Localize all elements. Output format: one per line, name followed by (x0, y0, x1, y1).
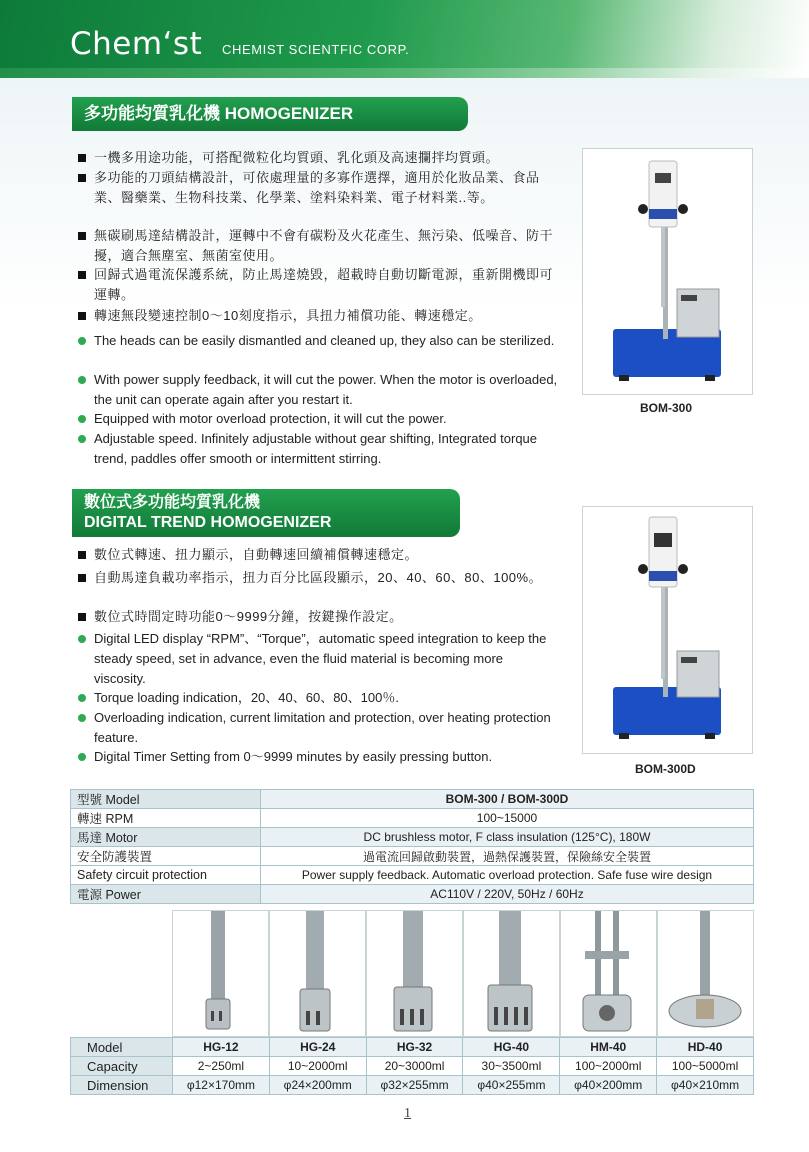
model-cell: HG-24 (269, 1038, 366, 1057)
spec-table (70, 789, 754, 904)
head-image-hd-40 (657, 910, 754, 1037)
capacity-cell: 30~3500ml (463, 1057, 560, 1076)
section2-title-en: DIGITAL TREND HOMOGENIZER (84, 514, 332, 531)
circle-bullet-icon (78, 337, 86, 345)
capacity-cell: 100~5000ml (657, 1057, 754, 1076)
circle-bullet-icon (78, 635, 86, 643)
table-row (71, 1076, 754, 1095)
dispersing-heads-gallery (172, 910, 754, 1037)
row-label: Model (71, 1038, 173, 1057)
product-caption-bom-300: BOM-300 (640, 401, 693, 415)
homogenizer-illustration (583, 149, 752, 394)
s1-en-bullet-2: With power supply feedback, it will cut the power. When the motor is overloaded, the unit can operate again after you restart it. (78, 370, 558, 410)
spec-key: Safety circuit protection (71, 866, 261, 885)
table-row (71, 885, 754, 904)
table-row (71, 1057, 754, 1076)
s2-en-bullet-2: Torque loading indication，20、40、60、80、100％. (78, 688, 558, 708)
spec-key: 型號 Model (71, 790, 261, 809)
spec-value: Power supply feedback. Automatic overload protection. Safe fuse wire design (261, 866, 754, 885)
dimension-cell: φ12×170mm (173, 1076, 270, 1095)
s1-zh-bullet-5: 轉速無段變速控制0～10刻度指示，具扭力補償功能、轉速穩定。 (78, 306, 558, 326)
square-bullet-icon (78, 551, 86, 559)
square-bullet-icon (78, 271, 86, 279)
s2-zh-bullet-2: 自動馬達負載功率指示，扭力百分比區段顯示，20、40、60、80、100%。 (78, 568, 558, 588)
header-banner (0, 0, 809, 78)
dispersing-head-icon (561, 911, 656, 1036)
circle-bullet-icon (78, 694, 86, 702)
model-cell: HG-32 (366, 1038, 463, 1057)
product-image-bom-300d (582, 506, 753, 754)
models-table (70, 1037, 754, 1095)
model-cell: HD-40 (657, 1038, 754, 1057)
table-row (71, 1038, 754, 1057)
model-cell: HG-12 (173, 1038, 270, 1057)
s1-zh-bullet-1: 一機多用途功能，可搭配微粒化均質頭、乳化頭及高速攔拌均質頭。 (78, 148, 558, 168)
row-label: Capacity (71, 1057, 173, 1076)
s1-zh-bullet-4: 回歸式過電流保護系統，防止馬達燒毀，超載時自動切斷電源，重新開機即可運轉。 (78, 265, 558, 305)
spec-key: 電源 Power (71, 885, 261, 904)
dimension-cell: φ40×210mm (657, 1076, 754, 1095)
dispersing-head-icon (658, 911, 753, 1036)
square-bullet-icon (78, 613, 86, 621)
row-label: Dimension (71, 1076, 173, 1095)
s1-en-bullet-4: Adjustable speed. Infinitely adjustable without gear shifting, Integrated torque trend, paddles offer smooth or intermittent stirring. (78, 429, 558, 469)
dimension-cell: φ40×200mm (560, 1076, 657, 1095)
square-bullet-icon (78, 574, 86, 582)
capacity-cell: 100~2000ml (560, 1057, 657, 1076)
circle-bullet-icon (78, 435, 86, 443)
dispersing-head-icon (367, 911, 462, 1036)
spec-value: 100~15000 (261, 809, 754, 828)
s2-zh-bullet-1: 數位式轉速、扭力顯示，自動轉速回續補償轉速穩定。 (78, 545, 558, 565)
homogenizer-illustration (583, 507, 752, 753)
s2-en-bullet-3: Overloading indication, current limitation and protection, over heating protection feature. (78, 708, 558, 748)
model-cell: HG-40 (463, 1038, 560, 1057)
spec-key: 馬達 Motor (71, 828, 261, 847)
table-row (71, 866, 754, 885)
s2-zh-bullet-3: 數位式時間定時功能0～9999分鐘，按鍵操作設定。 (78, 607, 558, 627)
square-bullet-icon (78, 174, 86, 182)
spec-value: DC brushless motor, F class insulation (125°C), 180W (261, 828, 754, 847)
head-image-hm-40 (560, 910, 657, 1037)
dimension-cell: φ40×255mm (463, 1076, 560, 1095)
circle-bullet-icon (78, 753, 86, 761)
square-bullet-icon (78, 154, 86, 162)
dispersing-head-icon (464, 911, 559, 1036)
table-row (71, 809, 754, 828)
head-image-hg-40 (463, 910, 560, 1037)
page-number: 1 (404, 1106, 411, 1121)
capacity-cell: 20~3000ml (366, 1057, 463, 1076)
product-image-bom-300 (582, 148, 753, 395)
company-logo: Chem‘st (70, 26, 203, 62)
s1-en-bullet-3: Equipped with motor overload protection, it will cut the power. (78, 409, 558, 429)
table-row (71, 790, 754, 809)
spec-value: BOM-300 / BOM-300D (261, 790, 754, 809)
dispersing-head-icon (270, 911, 365, 1036)
spec-value: 過電流回歸啟動裝置，過熱保護裝置，保險絲安全裝置 (261, 847, 754, 866)
section2-title (72, 489, 460, 537)
circle-bullet-icon (78, 415, 86, 423)
company-name: CHEMIST SCIENTFIC CORP. (222, 42, 410, 57)
circle-bullet-icon (78, 376, 86, 384)
table-row (71, 847, 754, 866)
s1-en-bullet-1: The heads can be easily dismantled and cleaned up, they also can be sterilized. (78, 331, 558, 351)
s2-en-bullet-1: Digital LED display “RPM”、“Torque”，automatic speed integration to keep the steady speed, set in advance, even the fluid material is becoming more viscosity. (78, 629, 558, 689)
table-row (71, 828, 754, 847)
capacity-cell: 10~2000ml (269, 1057, 366, 1076)
dimension-cell: φ32×255mm (366, 1076, 463, 1095)
spec-key: 轉速 RPM (71, 809, 261, 828)
spec-value: AC110V / 220V, 50Hz / 60Hz (261, 885, 754, 904)
model-cell: HM-40 (560, 1038, 657, 1057)
head-image-hg-12 (172, 910, 269, 1037)
product-caption-bom-300d: BOM-300D (635, 762, 696, 776)
capacity-cell: 2~250ml (173, 1057, 270, 1076)
s2-en-bullet-4: Digital Timer Setting from 0～9999 minutes by easily pressing button. (78, 747, 558, 767)
s1-zh-bullet-3: 無碳刷馬達結構設計，運轉中不會有碳粉及火花產生、無污染、低噪音、防干擾，適合無塵室、無菌室使用。 (78, 226, 558, 266)
section2-title-zh: 數位式多功能均質乳化機 (84, 494, 261, 511)
spec-key: 安全防護裝置 (71, 847, 261, 866)
dispersing-head-icon (173, 911, 268, 1036)
square-bullet-icon (78, 312, 86, 320)
section1-title: 多功能均質乳化機 HOMOGENIZER (72, 97, 468, 131)
square-bullet-icon (78, 232, 86, 240)
head-image-hg-24 (269, 910, 366, 1037)
head-image-hg-32 (366, 910, 463, 1037)
circle-bullet-icon (78, 714, 86, 722)
dimension-cell: φ24×200mm (269, 1076, 366, 1095)
s1-zh-bullet-2: 多功能的刀頭結構設計，可依處理量的多寡作選擇，適用於化妝品業、食品業、醫藥業、生物科技業、化學業、塗料染料業、電子材料業..等。 (78, 168, 558, 208)
